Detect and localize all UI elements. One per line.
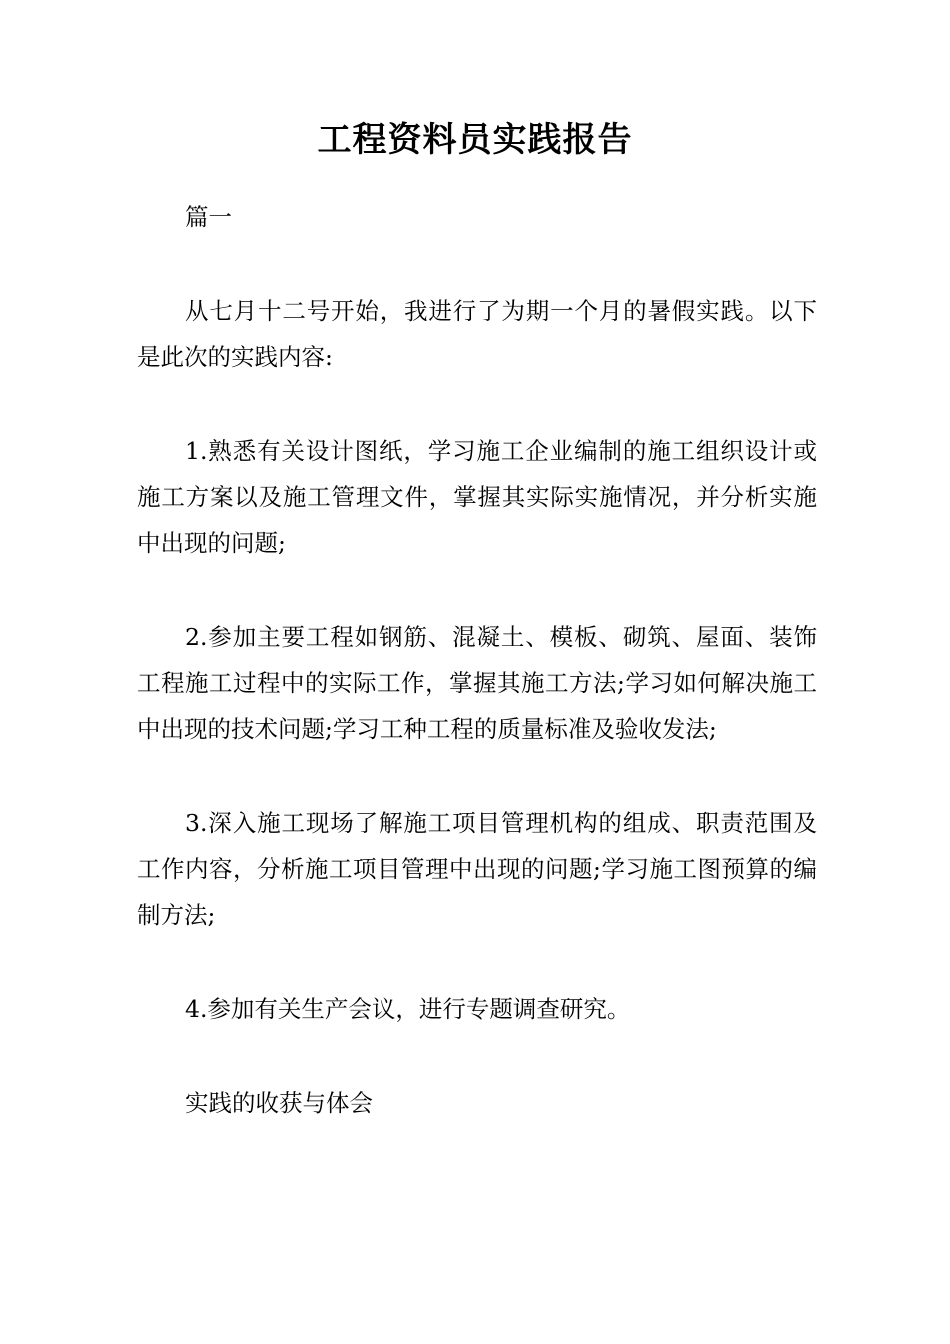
list-item: 1.熟悉有关设计图纸，学习施工企业编制的施工组织设计或施工方案以及施工管理文件，掌握其实际实施情况，并分析实施中出现的问题; (137, 437, 817, 557)
list-item: 3.深入施工现场了解施工项目管理机构的组成、职责范围及工作内容，分析施工项目管理中出现的问题;学习施工图预算的编制方法; (137, 809, 817, 929)
list-item: 2.参加主要工程如钢筋、混凝土、模板、砌筑、屋面、装饰工程施工过程中的实际工作，掌握其施工方法;学习如何解决施工中出现的技术问题;学习工种工程的质量标准及验收发法; (137, 623, 817, 743)
intro-paragraph: 从七月十二号开始，我进行了为期一个月的暑假实践。以下是此次的实践内容: (137, 297, 817, 371)
section-heading: 篇一 (185, 203, 232, 231)
list-item: 4.参加有关生产会议，进行专题调查研究。 (185, 995, 631, 1023)
section-heading: 实践的收获与体会 (185, 1089, 373, 1117)
document-title: 工程资料员实践报告 (317, 120, 633, 160)
